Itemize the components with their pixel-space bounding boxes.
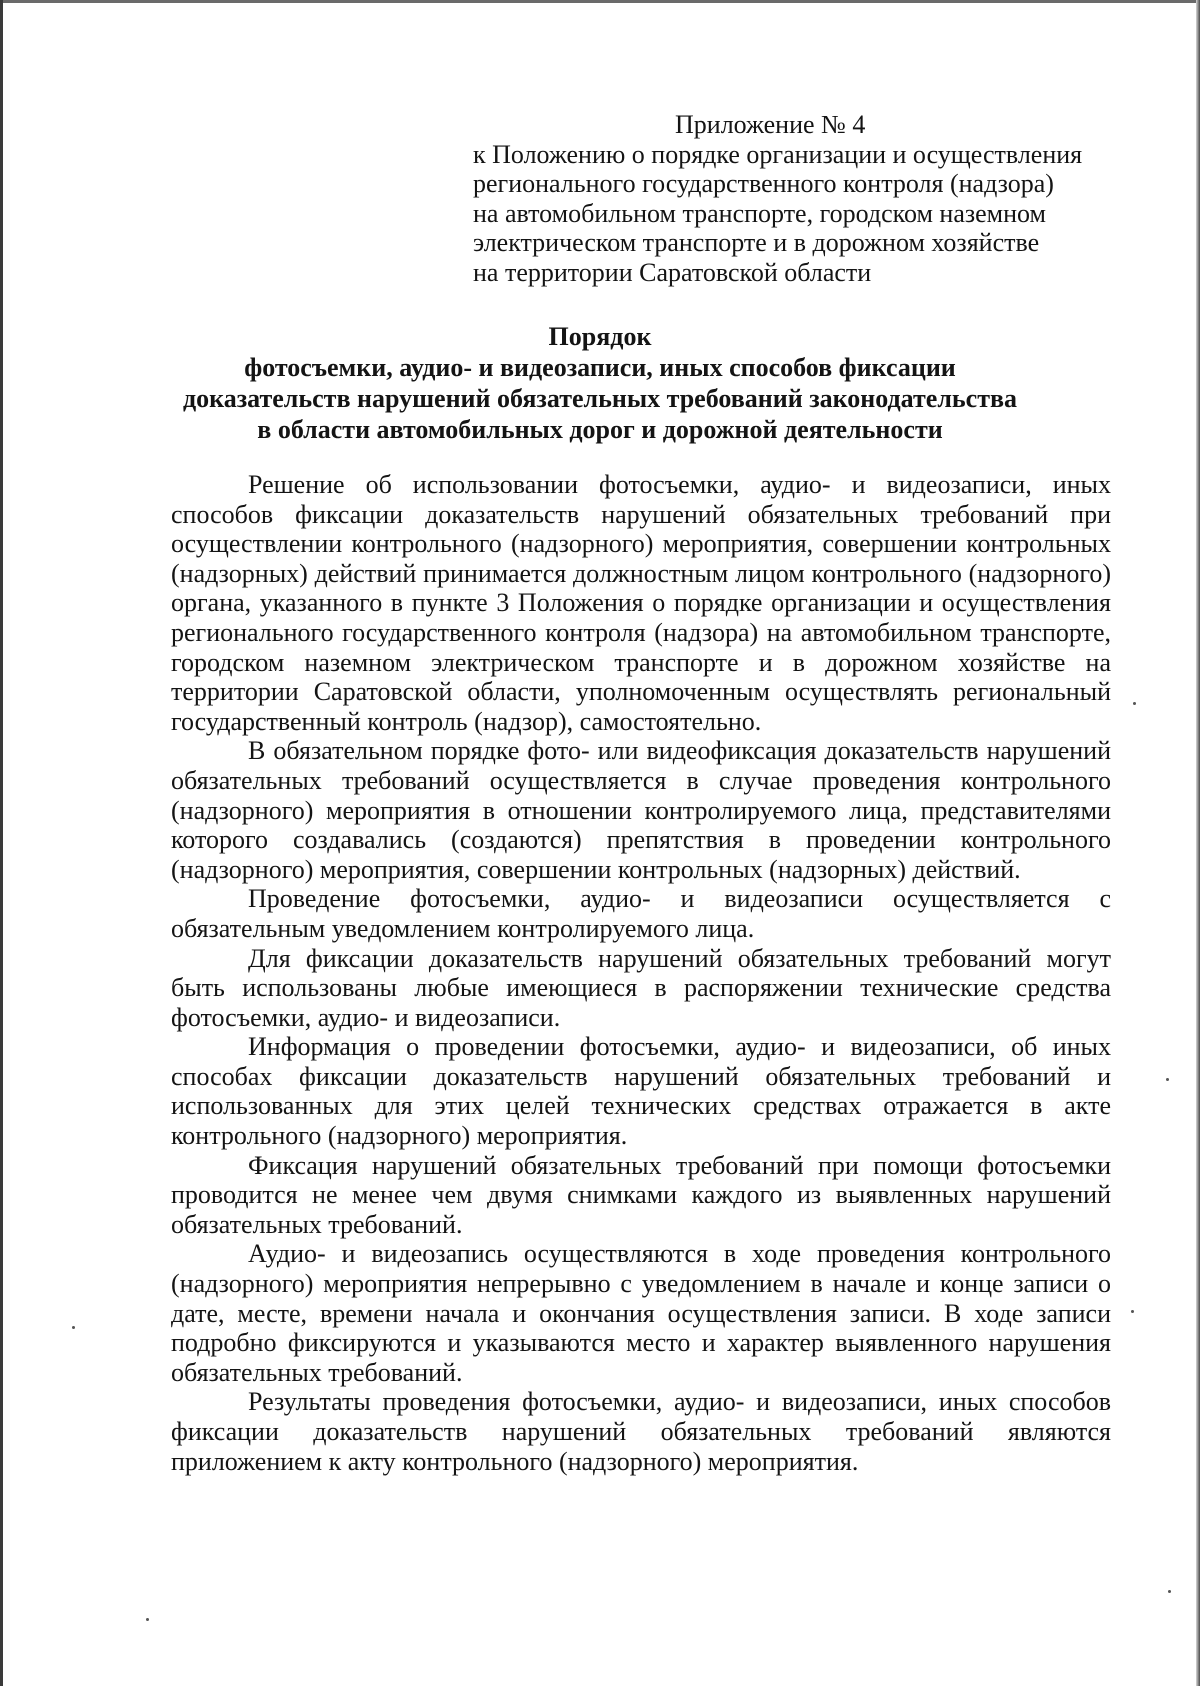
scan-speck — [146, 1618, 149, 1621]
paragraph: Информация о проведении фотосъемки, аудио- и видеозаписи, об иных способах фиксации доказательств нарушений обязательных требований и использованных для этих целей технических средствах отражается в акте контрольного (надзорного) мероприятия. — [171, 1032, 1111, 1151]
appendix-line: на автомобильном транспорте, городском наземном — [473, 198, 1046, 228]
appendix-header — [473, 110, 1153, 287]
appendix-line: электрическом транспорте и в дорожном хозяйстве — [473, 228, 1040, 257]
appendix-line: регионального государственного контроля (надзора) — [473, 169, 1054, 198]
paragraph: Аудио- и видеозапись осуществляются в ходе проведения контрольного (надзорного) мероприятия непрерывно с уведомлением в начале и конце записи о дате, месте, времени начала и окончания осуществления записи. В ходе записи подробно фиксируются и указываются место и характер выявленного нарушения обязательных требований. — [171, 1239, 1111, 1387]
scan-edge-right — [1196, 0, 1200, 1686]
appendix-line: на территории Саратовской области — [473, 257, 872, 287]
title-line: в области автомобильных дорог и дорожной деятельности — [257, 415, 943, 444]
title-line: фотосъемки, аудио- и видеозаписи, иных способов фиксации — [244, 353, 956, 382]
appendix-line: к Положению о порядке организации и осуществления — [473, 139, 1083, 169]
paragraph: Проведение фотосъемки, аудио- и видеозаписи осуществляется с обязательным уведомлением контролируемого лица. — [171, 884, 1111, 943]
scan-edge-top — [0, 0, 1200, 3]
scan-speck — [1133, 702, 1136, 705]
scan-speck — [1168, 1590, 1171, 1593]
paragraph: В обязательном порядке фото- или видеофиксация доказательств нарушений обязательных требований осуществляется в случае проведения контрольного (надзорного) мероприятия в отношении контролируемого лица, представителями которого создавались (создаются) препятствия в проведении контрольного (надзорного) мероприятия, совершении контрольных (надзорных) действий. — [171, 736, 1111, 884]
appendix-number: Приложение № 4 — [675, 110, 866, 139]
paragraph: Фиксация нарушений обязательных требований при помощи фотосъемки проводится не менее чем двумя снимками каждого из выявленных нарушений обязательных требований. — [171, 1150, 1111, 1239]
title-main: Порядок — [548, 322, 652, 351]
scan-speck — [72, 1326, 75, 1329]
paragraph: Для фиксации доказательств нарушений обязательных требований могут быть использованы любые имеющиеся в распоряжении технические средства фотосъемки, аудио- и видеозаписи. — [171, 943, 1111, 1032]
scan-speck — [1166, 1078, 1169, 1081]
document-body — [171, 470, 1111, 1476]
scan-speck — [1131, 1310, 1134, 1313]
document-title — [150, 321, 1050, 445]
paragraph: Результаты проведения фотосъемки, аудио- и видеозаписи, иных способов фиксации доказательств нарушений обязательных требований являются приложением к акту контрольного (надзорного) мероприятия. — [171, 1387, 1111, 1476]
scan-edge-left — [0, 0, 3, 1686]
paragraph: Решение об использовании фотосъемки, аудио- и видеозаписи, иных способов фиксации доказательств нарушений обязательных требований при осуществлении контрольного (надзорного) мероприятия, совершении контрольных (надзорных) действий принимается должностным лицом контрольного (надзорного) органа, указанного в пункте 3 Положения о порядке организации и осуществления регионального государственного контроля (надзора) на автомобильном транспорте, городском наземном электрическом транспорте и в дорожном хозяйстве на территории Саратовской области, уполномоченным осуществлять региональный государственный контроль (надзор), самостоятельно. — [171, 470, 1111, 736]
title-line: доказательств нарушений обязательных требований законодательства — [182, 384, 1018, 413]
